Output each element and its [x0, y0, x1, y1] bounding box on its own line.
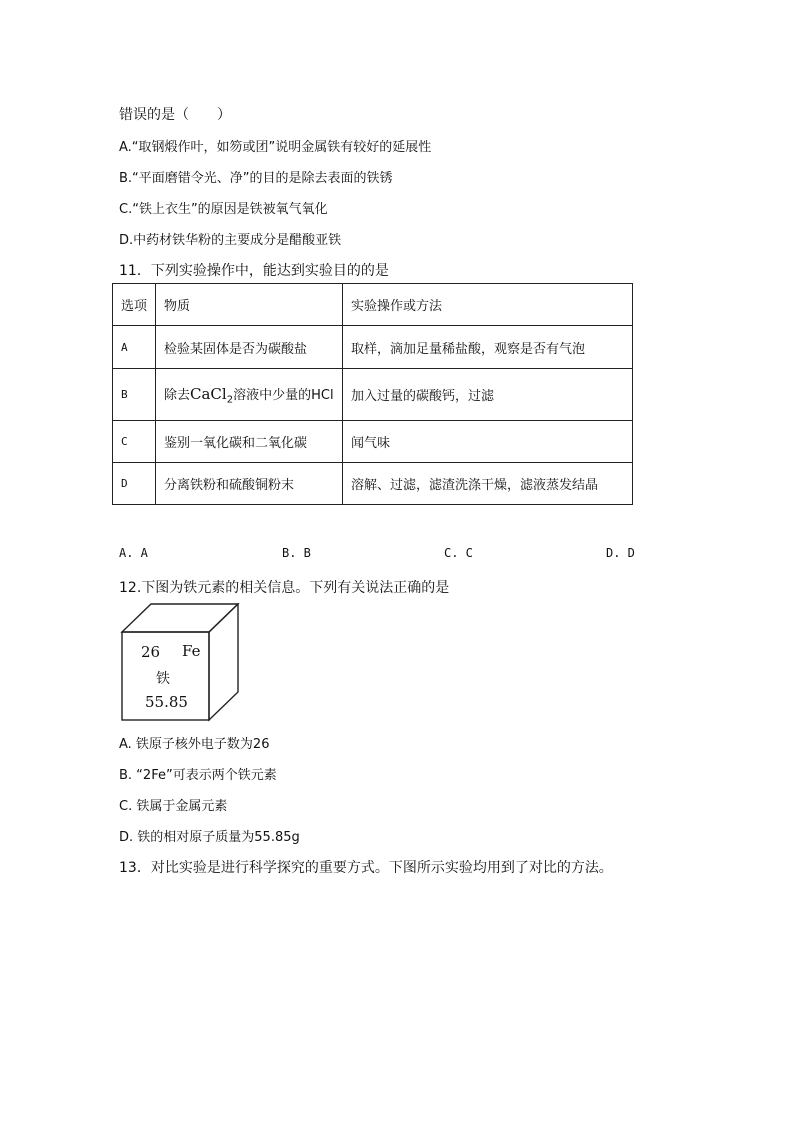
header-option: 选项	[113, 284, 156, 326]
q10-option-a: A.“取钢煅作叶，如笏或团”说明金属铁有较好的延展性	[119, 140, 432, 155]
atomic-mass: 55.85	[145, 693, 188, 711]
table-row	[113, 369, 633, 421]
row-substance: 检验某固体是否为碳酸盐	[156, 326, 343, 369]
answer-choice-b: B. B	[282, 546, 311, 560]
formula-subscript: 2	[226, 394, 234, 406]
answer-choice-d: D. D	[606, 546, 635, 560]
table-row	[113, 463, 633, 505]
substance-prefix: 除去	[164, 387, 191, 403]
row-substance	[156, 369, 343, 421]
row-method: 闻气味	[343, 421, 633, 463]
q12-option-b: B. “2Fe”可表示两个铁元素	[119, 768, 277, 783]
substance-suffix: 溶液中少量的HCl	[233, 387, 334, 403]
q12-stem: 12.下图为铁元素的相关信息。下列有关说法正确的是	[119, 580, 450, 596]
row-method: 加入过量的碳酸钙，过滤	[343, 369, 633, 421]
q11-stem: 11．下列实验操作中，能达到实验目的的是	[119, 263, 389, 279]
q12-option-a: A. 铁原子核外电子数为26	[119, 737, 270, 752]
q10-option-b: B.“平面磨错令光、净”的目的是除去表面的铁锈	[119, 171, 393, 186]
element-symbol: Fe	[182, 642, 201, 660]
q13-stem: 13．对比实验是进行科学探究的重要方式。下图所示实验均用到了对比的方法。	[119, 860, 613, 876]
header-substance: 物质	[156, 284, 343, 326]
row-option: C	[113, 421, 156, 463]
q11-table	[112, 283, 633, 505]
row-option: B	[113, 369, 156, 421]
q12-option-c: C. 铁属于金属元素	[119, 799, 228, 814]
row-substance: 分离铁粉和硫酸铜粉末	[156, 463, 343, 505]
atomic-number: 26	[141, 643, 161, 661]
q10-option-d: D.中药材铁华粉的主要成分是醋酸亚铁	[119, 233, 342, 248]
element-cube-figure	[120, 603, 242, 729]
row-substance: 鉴别一氧化碳和二氧化碳	[156, 421, 343, 463]
answer-choice-a: A. A	[119, 546, 148, 560]
row-method: 取样，滴加足量稀盐酸，观察是否有气泡	[343, 326, 633, 369]
q10-stem: 错误的是（ ）	[119, 107, 231, 123]
row-option: A	[113, 326, 156, 369]
answer-choice-c: C. C	[444, 546, 473, 560]
header-method: 实验操作或方法	[343, 284, 633, 326]
q10-option-c: C.“铁上衣生”的原因是铁被氧气氧化	[119, 202, 328, 217]
table-header-row	[113, 284, 633, 326]
table-row	[113, 326, 633, 369]
row-method: 溶解、过滤，滤渣洗涤干燥，滤液蒸发结晶	[343, 463, 633, 505]
table-row	[113, 421, 633, 463]
row-option: D	[113, 463, 156, 505]
chemical-formula: CaCl	[190, 384, 227, 403]
element-name: 铁	[156, 671, 170, 687]
q12-option-d: D. 铁的相对原子质量为55.85g	[119, 830, 300, 845]
